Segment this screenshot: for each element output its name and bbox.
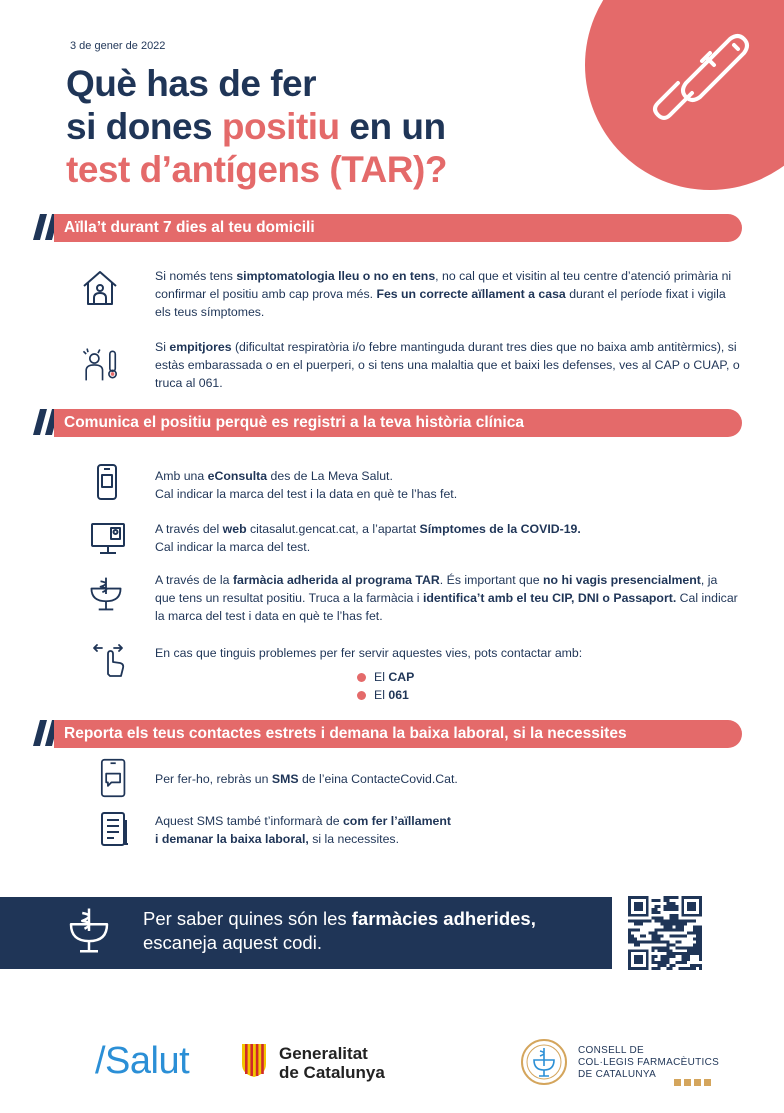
bullet-icon: [357, 691, 366, 700]
title-line-2a: si dones: [66, 106, 222, 147]
page-title: [66, 62, 447, 191]
generalitat-shield-icon: [240, 1042, 268, 1078]
text-run: , no cal que et visitin al teu centre d’atenció primària ni confirmar el positiu amb cap prova més.: [155, 269, 732, 301]
text-bold: Símptomes de la COVID-19.: [419, 522, 581, 536]
s2-paragraph-1: [155, 467, 740, 503]
title-line-3: test d’antígens (TAR)?: [66, 149, 447, 190]
section-1-heading: Aïlla’t durant 7 dies al teu domicili: [54, 214, 742, 242]
document-form-icon: [96, 810, 136, 850]
s2-paragraph-3: [155, 571, 740, 625]
text-run: si la necessites.: [308, 832, 399, 846]
s2-paragraph-2-note: Cal indicar la marca del test.: [155, 540, 311, 554]
text-run: Per saber quines són les: [143, 908, 352, 929]
text-run: , ja que tens un resultat positiu. Truca a la farmàcia i: [155, 573, 718, 605]
date: 3 de gener de 2022: [70, 40, 166, 52]
pharmacy-bowl-icon: [64, 904, 114, 958]
contact-list: [357, 668, 414, 704]
pharmacists-council-text: CONSELL DE COL·LEGIS FARMACÈUTICS DE CATALUNYA: [578, 1045, 720, 1080]
contact-item-061: El 061: [357, 686, 414, 704]
contact-item-cap: El CAP: [357, 668, 414, 686]
qr-code-icon[interactable]: [628, 896, 702, 970]
text-run: . És important que: [439, 573, 543, 587]
text-run: Aquest SMS també t’informarà de: [155, 814, 343, 828]
s1-paragraph-1: [155, 267, 740, 321]
text-run: des de La Meva Salut.: [267, 469, 393, 483]
text-run: (dificultat respiratòria i/o febre mantinguda durant tres dies que no baixa amb antitèrmics), si estàs embarassada o en el puerperi, o si tens una malaltia que et baixi les defenses, ves al CAP o CUAP, o truca al 061.: [155, 340, 740, 390]
generalitat-text: Generalitat de Catalunya: [279, 1044, 385, 1082]
text-run: citasalut.gencat.cat, a l’apartat: [246, 522, 420, 536]
text-run: Cal indicar la marca del test i data en què te l’has fet.: [155, 591, 738, 623]
text-run: Per fer-ho, rebràs un: [155, 772, 272, 786]
sms-phone-icon: [94, 758, 134, 798]
swipe-hand-icon: [90, 640, 130, 680]
text-bold: web: [222, 522, 247, 536]
s2-paragraph-4: En cas que tinguis problemes per fer servir aquestes vies, pots contactar amb:: [155, 646, 583, 660]
text-run: escaneja aquest codi.: [143, 932, 322, 953]
sick-person-thermometer-icon: [78, 344, 118, 384]
text-bold: identifica’t amb el teu CIP, DNI o Passaport.: [422, 591, 677, 605]
text-bold: com fer l’aïllament: [342, 814, 451, 828]
salut-logo: /Salut: [95, 1040, 190, 1082]
s2-paragraph-1-note: Cal indicar la marca del test i la data en què te l’has fet.: [155, 487, 458, 501]
text-bold: i demanar la baixa laboral,: [155, 832, 309, 846]
text-bold: farmàcia adherida al programa TAR: [232, 573, 440, 587]
pharmacists-council-logo-icon: [520, 1038, 568, 1086]
text-run: Amb una: [155, 469, 208, 483]
banner-text: [143, 907, 563, 955]
text-bold: SMS: [271, 772, 299, 786]
text-bold: no hi vagis presencialment: [543, 573, 701, 587]
mobile-phone-icon: [88, 462, 128, 502]
gold-squares: [674, 1073, 714, 1091]
text-run: A través del: [155, 522, 223, 536]
section-3-heading: Reporta els teus contactes estrets i demana la baixa laboral, si la necessites: [54, 720, 742, 748]
computer-monitor-icon: [88, 518, 128, 558]
s3-paragraph-2: [155, 812, 740, 848]
text-bold: Fes un correcte aïllament a casa: [376, 287, 566, 301]
s1-paragraph-2: [155, 338, 740, 392]
thermometer-test-icon: [640, 25, 760, 135]
title-line-1: Què has de fer: [66, 63, 317, 104]
text-bold: eConsulta: [207, 469, 268, 483]
text-run: Si: [155, 340, 170, 354]
pharmacy-bowl-icon: [86, 574, 126, 614]
text-run: Si només tens: [155, 269, 237, 283]
bullet-icon: [357, 673, 366, 682]
text-bold: farmàcies adherides,: [351, 908, 536, 929]
s2-paragraph-2: [155, 520, 740, 556]
text-run: de l’eina ContacteCovid.Cat.: [298, 772, 458, 786]
text-run: A través de la: [155, 573, 233, 587]
section-2-heading: Comunica el positiu perquè es registri a la teva història clínica: [54, 409, 742, 437]
home-person-icon: [80, 268, 120, 308]
s3-paragraph-1: [155, 770, 740, 788]
text-bold: simptomatologia lleu o no en tens: [236, 269, 436, 283]
text-bold: empitjores: [169, 340, 232, 354]
title-line-2c: en un: [339, 106, 446, 147]
title-highlight: positiu: [221, 106, 340, 147]
text-run: durant el període fixat i vigila els teus símptomes.: [155, 287, 726, 319]
